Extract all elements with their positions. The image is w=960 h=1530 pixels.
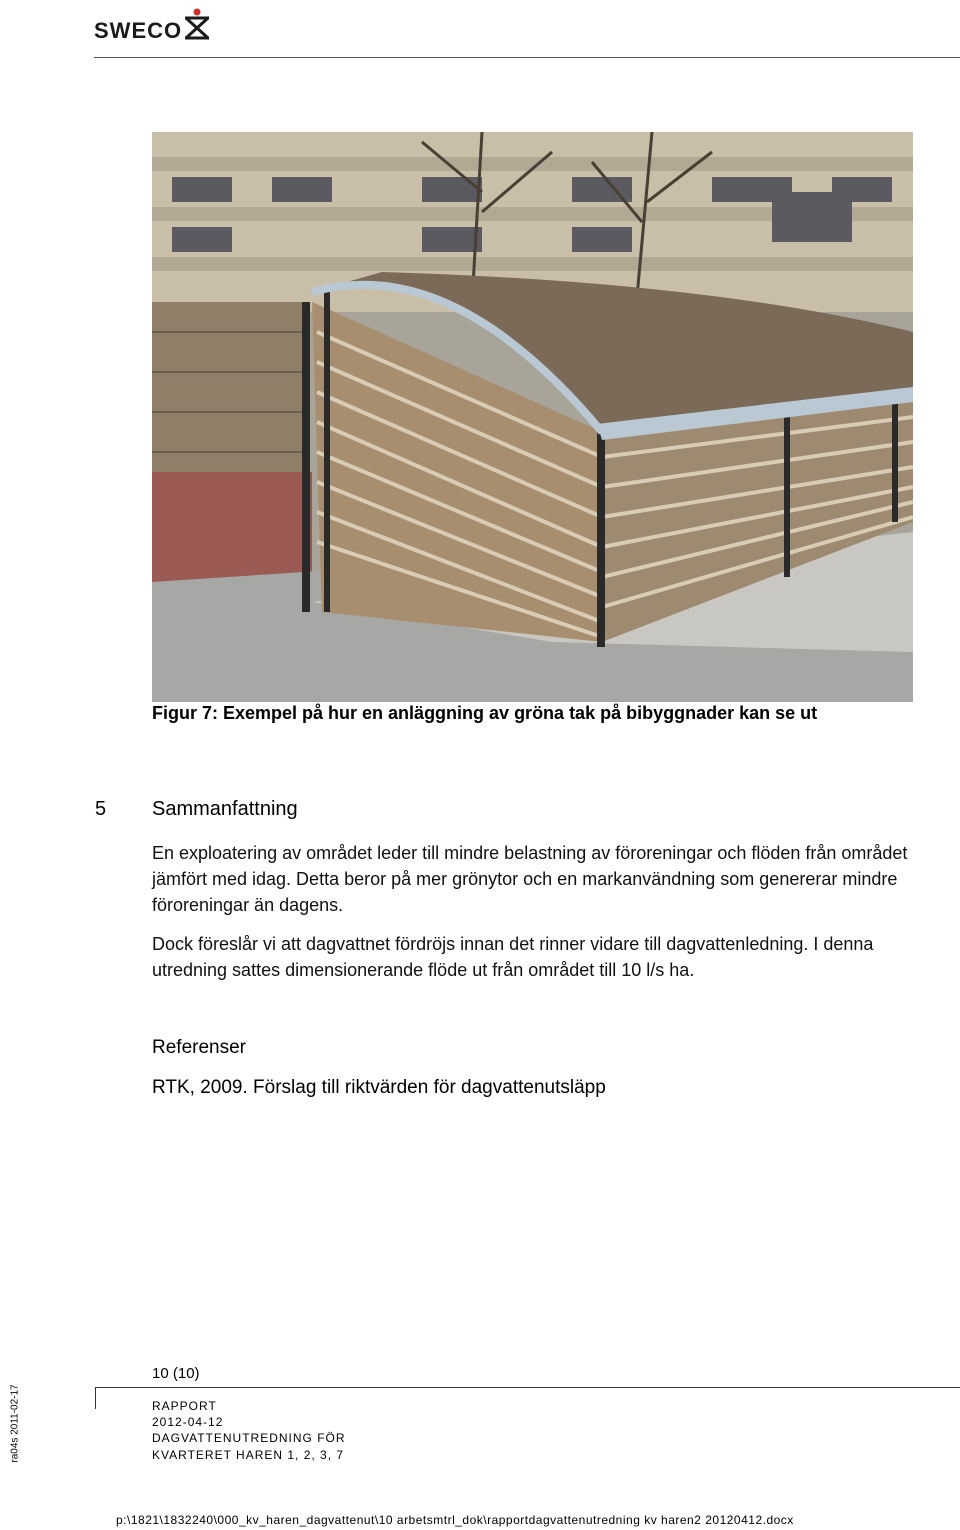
references-heading: Referenser bbox=[152, 1037, 246, 1058]
figure-caption: Figur 7: Exempel på hur en anläggning av gröna tak på bibyggnader kan se ut bbox=[152, 703, 818, 723]
footer-divider-tick bbox=[95, 1387, 96, 1409]
page-number: 10 (10) bbox=[152, 1365, 200, 1382]
section-title: Sammanfattning bbox=[152, 798, 298, 820]
template-code: ra04s 2011-02-17 bbox=[9, 1384, 21, 1463]
footer-title-line-2: KVARTERET HAREN 1, 2, 3, 7 bbox=[152, 1448, 345, 1462]
file-path: p:\1821\1832240\000_kv_haren_dagvattenut\10 arbetsmtrl_dok\rapportdagvattenutredning kv haren2 20120412.docx bbox=[116, 1513, 794, 1527]
green-roof-photo bbox=[152, 132, 913, 702]
summary-paragraph-1: En exploatering av området leder till mindre belastning av föroreningar och flöden från området jämfört med idag. Detta beror på mer grönytor och en markanvändning som genererar mindre föroreningar än dagens. bbox=[152, 843, 908, 915]
summary-paragraph-2: Dock föreslår vi att dagvattnet fördröjs innan det rinner vidare till dagvattenledning. I denna utredning sattes dimensionerande flöde ut från området till 10 l/s ha. bbox=[152, 934, 874, 980]
footer-divider bbox=[95, 1387, 960, 1388]
footer-doc-type: RAPPORT bbox=[152, 1399, 217, 1413]
footer-date: 2012-04-12 bbox=[152, 1415, 224, 1429]
section-number: 5 bbox=[95, 798, 107, 820]
sweco-mark-icon bbox=[182, 8, 212, 40]
reference-item: RTK, 2009. Förslag till riktvärden för dagvattenutsläpp bbox=[152, 1077, 606, 1098]
header-divider bbox=[94, 57, 960, 58]
logo-text: SWECO bbox=[94, 18, 183, 43]
footer-title-line-1: DAGVATTENUTREDNING FÖR bbox=[152, 1431, 346, 1445]
